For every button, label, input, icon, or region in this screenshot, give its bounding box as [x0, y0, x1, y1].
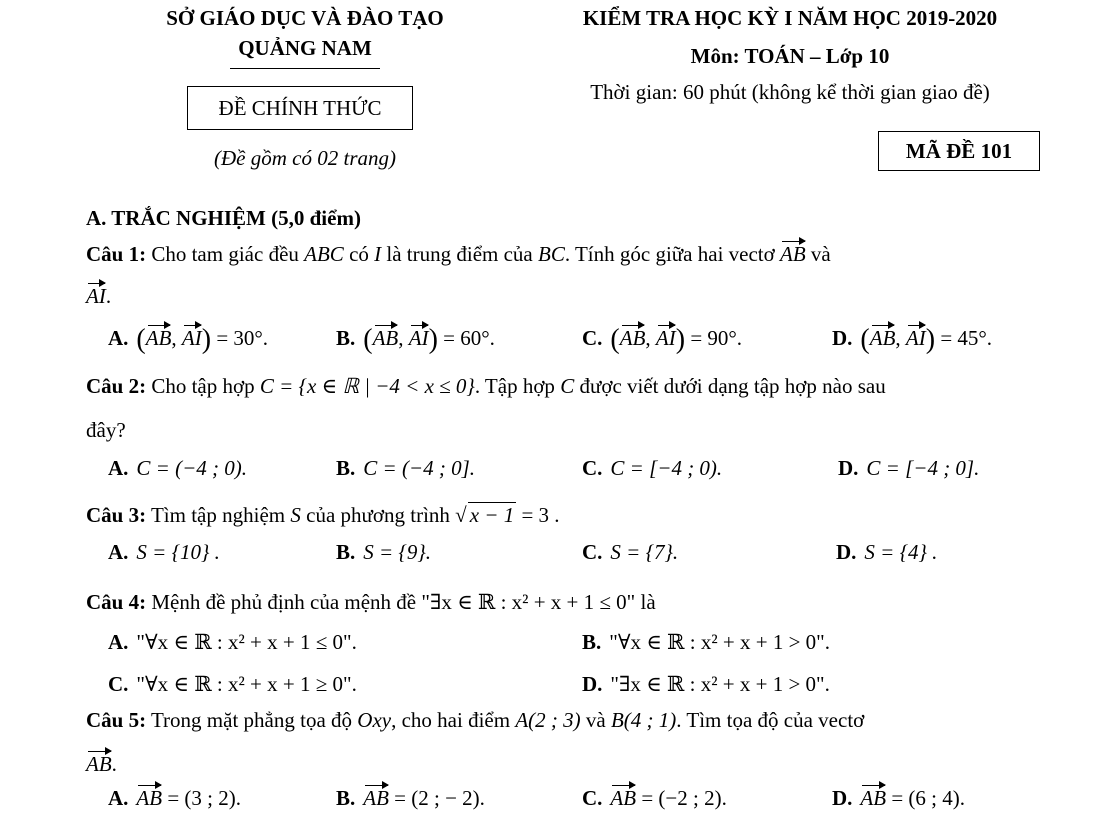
option-label: D.	[836, 540, 857, 564]
question-2-line2: đây?	[86, 418, 126, 442]
q3-option-a[interactable]	[108, 540, 220, 565]
q5-text: Trong mặt phẳng tọa độ	[150, 708, 353, 732]
section-heading: A. TRẮC NGHIỆM (5,0 điểm)	[86, 206, 361, 230]
question-1-line2	[86, 284, 111, 309]
q5-option-c[interactable]: C. AB = (−2 ; 2).	[582, 786, 727, 810]
q2-option-c[interactable]	[582, 456, 722, 481]
exam-title: KIỂM TRA HỌC KỲ I NĂM HỌC 2019-2020	[582, 6, 998, 30]
q2-set-name: C	[560, 374, 575, 398]
q2-text: . Tập hợp	[474, 374, 555, 398]
option-value: = (6 ; 4).	[891, 786, 965, 810]
department-name: SỞ GIÁO DỤC VÀ ĐÀO TẠO	[166, 6, 444, 30]
pages-note: (Đề gồm có 02 trang)	[214, 146, 396, 170]
option-label: C.	[582, 786, 603, 810]
option-value: S = {7}.	[610, 540, 679, 564]
option-label: D.	[838, 456, 859, 480]
q3-solution-set: S	[290, 503, 301, 527]
q1-text: . Tính góc giữa hai vectơ	[564, 242, 775, 266]
vector-ab: AB	[780, 242, 806, 266]
q5-point-a: A(2 ; 3)	[515, 708, 581, 732]
q1-text: Cho tam giác đều	[151, 242, 299, 266]
option-value: = (3 ; 2).	[167, 786, 241, 810]
question-label: Câu 1:	[86, 242, 147, 266]
option-label: A.	[108, 630, 129, 654]
option-label: D.	[582, 672, 603, 696]
exam-code-box	[878, 131, 1040, 171]
q1-option-b[interactable]: B. (AB, AI) = 60°.	[336, 324, 495, 355]
q1-point: I	[374, 242, 382, 266]
question-label: Câu 3:	[86, 503, 147, 527]
option-value: = (−2 ; 2).	[641, 786, 727, 810]
q4-option-c[interactable]	[108, 672, 357, 697]
q1-option-a[interactable]: A. (AB, AI) = 30°.	[108, 324, 269, 355]
vector-ai: AI	[86, 284, 106, 308]
option-value: "∀x ∈ ℝ : x² + x + 1 ≥ 0".	[136, 672, 357, 696]
option-value: S = {10} .	[136, 540, 220, 564]
option-value: = 90°.	[690, 326, 743, 350]
q5-option-b[interactable]: B. AB = (2 ; − 2).	[336, 786, 485, 810]
q3-option-c[interactable]	[582, 540, 678, 565]
q1-end: .	[105, 284, 112, 308]
q2-text: được viết dưới dạng tập hợp nào sau	[579, 374, 886, 398]
header-rule	[230, 68, 380, 69]
q5-text: , cho hai điểm	[391, 708, 511, 732]
q4-option-b[interactable]	[582, 630, 830, 655]
q2-text: Cho tập hợp	[151, 374, 255, 398]
q1-text: có	[349, 242, 369, 266]
q1-option-d[interactable]: D. (AB, AI) = 45°.	[832, 324, 993, 355]
option-value: "∀x ∈ ℝ : x² + x + 1 ≤ 0".	[136, 630, 357, 654]
q5-option-d[interactable]: D. AB = (6 ; 4).	[832, 786, 965, 810]
option-value: C = (−4 ; 0).	[136, 456, 247, 480]
q5-text: . Tìm tọa độ của vectơ	[676, 708, 865, 732]
option-value: C = (−4 ; 0].	[363, 456, 476, 480]
q1-segment: BC	[538, 242, 565, 266]
option-label: D.	[832, 326, 853, 350]
option-label: C.	[582, 540, 603, 564]
question-label: Câu 4:	[86, 590, 147, 614]
option-label: C.	[108, 672, 129, 696]
q1-text: là trung điểm của	[386, 242, 533, 266]
vector-ab: AB	[86, 752, 112, 776]
option-value: C = [−4 ; 0].	[866, 456, 980, 480]
q4-text: là	[640, 590, 656, 614]
option-value: S = {4} .	[864, 540, 938, 564]
question-5	[86, 708, 864, 733]
official-exam-label: ĐỀ CHÍNH THỨC	[218, 95, 382, 120]
official-exam-box	[187, 86, 413, 130]
question-4	[86, 590, 656, 615]
option-label: B.	[336, 540, 356, 564]
option-value: = 60°.	[443, 326, 495, 350]
question-label: Câu 2:	[86, 374, 147, 398]
q3-option-b[interactable]	[336, 540, 431, 565]
option-value: C = [−4 ; 0).	[610, 456, 723, 480]
q2-option-d[interactable]	[838, 456, 979, 481]
option-label: B.	[336, 786, 356, 810]
option-value: "∃x ∈ ℝ : x² + x + 1 > 0".	[610, 672, 830, 696]
option-label: B.	[336, 456, 356, 480]
option-label: C.	[582, 326, 603, 350]
q1-option-c[interactable]: C. (AB, AI) = 90°.	[582, 324, 743, 355]
q5-point-b: B(4 ; 1)	[610, 708, 677, 732]
q3-text: Tìm tập nghiệm	[150, 503, 286, 527]
province-name: QUẢNG NAM	[238, 36, 372, 60]
q3-radicand: x − 1	[469, 503, 515, 527]
option-value: "∀x ∈ ℝ : x² + x + 1 > 0".	[609, 630, 830, 654]
q2-set: C = {x ∈ ℝ | −4 < x ≤ 0}	[259, 374, 475, 398]
q4-text: Mệnh đề phủ định của mệnh đề	[151, 590, 417, 614]
q3-rhs: = 3 .	[521, 503, 560, 527]
q4-option-d[interactable]	[582, 672, 830, 697]
option-label: A.	[108, 540, 129, 564]
question-5-line2	[86, 752, 117, 777]
q5-text: và	[585, 708, 606, 732]
option-label: C.	[582, 456, 603, 480]
option-label: A.	[108, 786, 129, 810]
q4-option-a[interactable]	[108, 630, 357, 655]
option-value: = 45°.	[940, 326, 993, 350]
exam-code-label: MÃ ĐỀ 101	[905, 138, 1013, 163]
option-value: = (2 ; − 2).	[394, 786, 485, 810]
q5-end: .	[111, 752, 117, 776]
q2-option-a[interactable]	[108, 456, 247, 481]
q4-statement: "∃x ∈ ℝ : x² + x + 1 ≤ 0"	[421, 590, 636, 614]
option-label: D.	[832, 786, 853, 810]
q2-option-b[interactable]	[336, 456, 475, 481]
question-label: Câu 5:	[86, 708, 147, 732]
question-2	[86, 374, 886, 399]
question-3: Câu 3: Tìm tập nghiệm S của phương trình √ x − 1 = 3 .	[86, 503, 560, 527]
subject-line: Môn: TOÁN – Lớp 10	[690, 44, 890, 68]
option-label: A.	[108, 326, 129, 350]
option-label: A.	[108, 456, 129, 480]
q5-plane: Oxy	[357, 708, 392, 732]
q3-text: của phương trình	[306, 503, 450, 527]
option-value: S = {9}.	[363, 540, 431, 564]
option-label: B.	[582, 630, 602, 654]
q3-option-d[interactable]	[836, 540, 937, 565]
q1-text: và	[810, 242, 831, 266]
option-value: = 30°.	[216, 326, 269, 350]
q1-triangle: ABC	[304, 242, 344, 266]
option-label: B.	[336, 326, 356, 350]
question-1	[86, 242, 1042, 267]
time-line: Thời gian: 60 phút (không kể thời gian giao đề)	[590, 80, 990, 104]
q5-option-a[interactable]: A. AB = (3 ; 2).	[108, 786, 241, 810]
